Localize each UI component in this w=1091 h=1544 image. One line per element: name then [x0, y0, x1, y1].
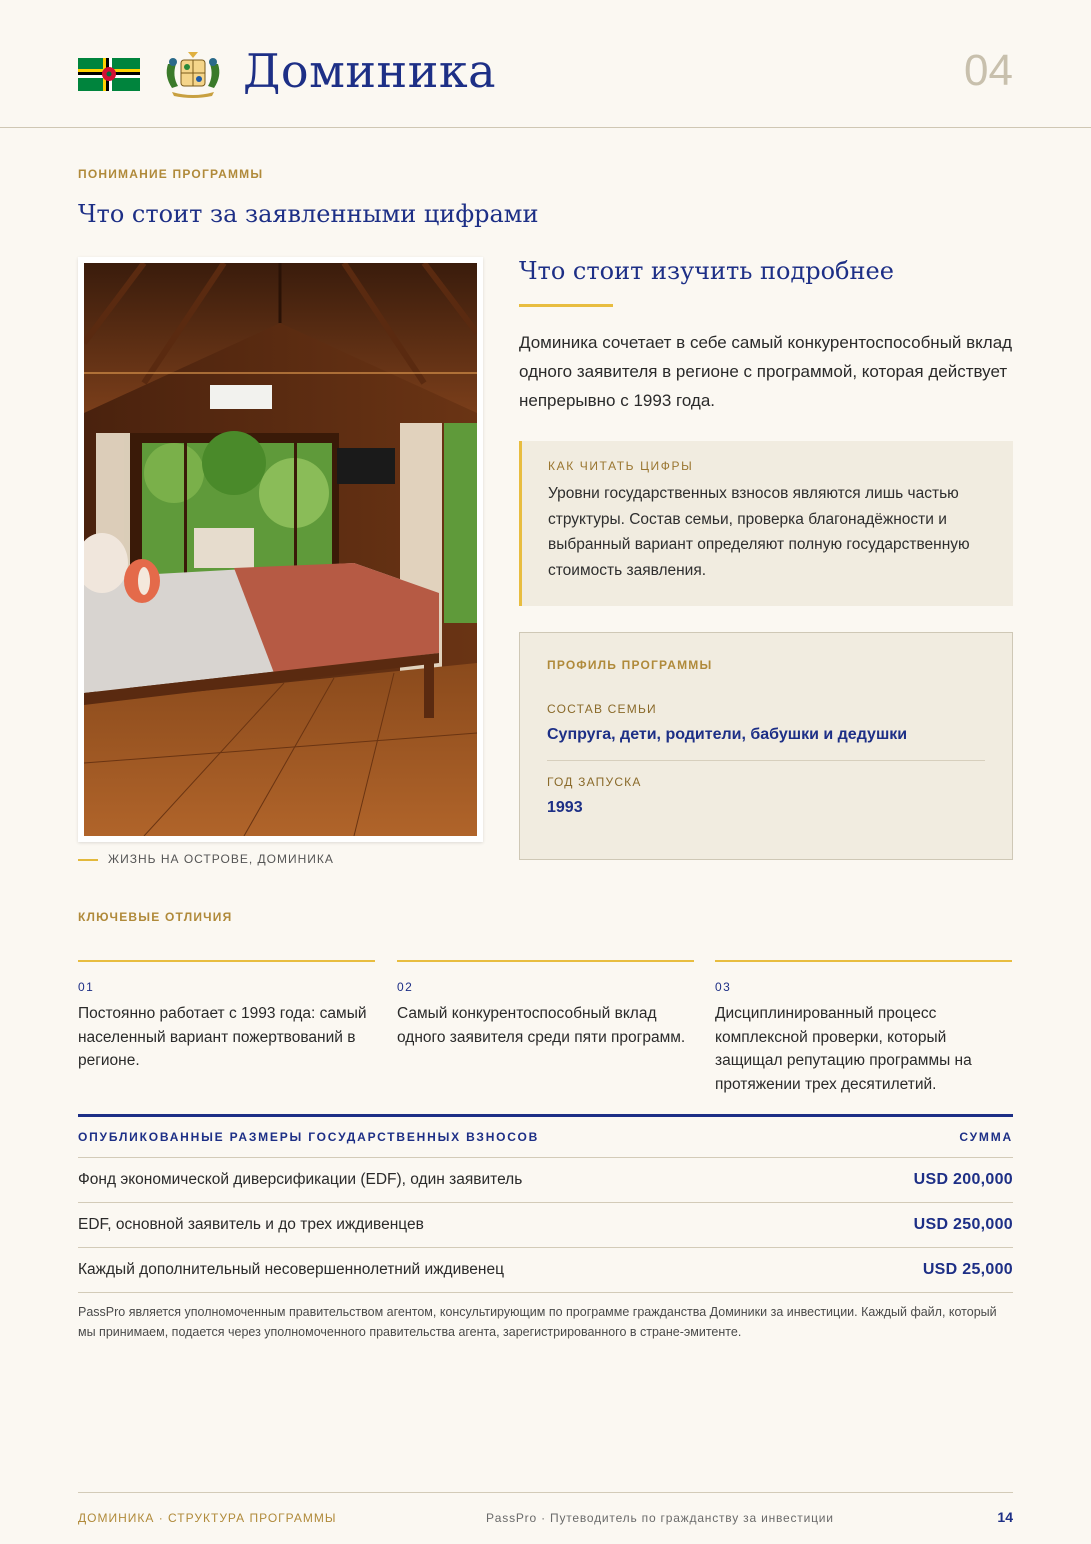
dominica-flag-icon [78, 58, 140, 91]
photo-caption [78, 852, 334, 866]
detail-title-rule [519, 304, 613, 307]
key-difference-item [78, 960, 375, 1073]
table-header [78, 1117, 1013, 1158]
disclaimer-text: PassPro является уполномоченным правительством агентом, консультирующим по программе гражданства Доминики за инвестиции. Каждый файл, который мы принимаем, подается через уполномоченного правительства агента, зарегистрированного в стране-эмитенте. [78, 1305, 997, 1339]
table-row-amount: USD 200,000 [913, 1171, 1013, 1188]
table-row-amount: USD 250,000 [913, 1216, 1013, 1233]
bedroom-photo-frame [78, 257, 483, 842]
profile-label: ПРОФИЛЬ ПРОГРАММЫ [547, 658, 713, 672]
family-value: Супруга, дети, родители, бабушки и дедушки [547, 726, 908, 743]
reading-note-callout [519, 441, 1013, 606]
profile-divider [547, 760, 985, 761]
photo-caption-text: ЖИЗНЬ НА ОСТРОВЕ, ДОМИНИКА [108, 852, 334, 866]
key-difference-number: 03 [715, 980, 732, 994]
year-value: 1993 [547, 799, 583, 816]
table-row-label: EDF, основной заявитель и до трех иждивенцев [78, 1216, 424, 1233]
detail-paragraph: Доминика сочетает в себе самый конкурентоспособный вклад одного заявителя в регионе с программой, которая действует непрерывно с 1993 года. [519, 333, 1013, 410]
note-text: Уровни государственных взносов являются лишь частью структуры. Состав семьи, проверка благонадёжности и выбранный вариант определяют полную государственную стоимость заявления. [548, 485, 970, 579]
key-difference-text: Самый конкурентоспособный вклад одного заявителя среди пяти программ. [397, 1005, 686, 1046]
family-key: СОСТАВ СЕМЬИ [547, 702, 657, 716]
footer-publication: PassPro · Путеводитель по гражданству за инвестиции [486, 1511, 834, 1525]
table-row-label: Фонд экономической диверсификации (EDF), один заявитель [78, 1171, 523, 1188]
table-header-right: СУММА [959, 1130, 1013, 1144]
detail-title: Что стоит изучить подробнее [519, 257, 894, 285]
note-label: КАК ЧИТАТЬ ЦИФРЫ [548, 459, 694, 473]
page-header [0, 0, 1091, 128]
caption-dash [78, 859, 98, 861]
section-eyebrow: ПОНИМАНИЕ ПРОГРАММЫ [78, 167, 264, 181]
table-row [78, 1158, 1013, 1203]
contributions-table [78, 1114, 1013, 1293]
key-difference-number: 02 [397, 980, 414, 994]
key-difference-item [397, 960, 694, 1049]
key-difference-text: Дисциплинированный процесс комплексной проверки, который защищал репутацию программы на протяжении трех десятилетий. [715, 1005, 972, 1093]
footer-section-title: ДОМИНИКА · СТРУКТУРА ПРОГРАММЫ [78, 1511, 337, 1525]
table-row [78, 1248, 1013, 1293]
year-key: ГОД ЗАПУСКА [547, 775, 642, 789]
bedroom-photo [84, 263, 477, 836]
table-row-label: Каждый дополнительный несовершеннолетний иждивенец [78, 1261, 504, 1278]
key-differences-label: КЛЮЧЕВЫЕ ОТЛИЧИЯ [78, 910, 233, 924]
section-title: Что стоит за заявленными цифрами [78, 200, 539, 228]
page-title: Доминика [243, 44, 497, 98]
table-row [78, 1203, 1013, 1248]
key-difference-number: 01 [78, 980, 95, 994]
section-number: 04 [964, 46, 1013, 95]
page-footer [78, 1492, 1013, 1543]
key-difference-item [715, 960, 1012, 1096]
coat-of-arms-icon [162, 50, 224, 98]
key-difference-text: Постоянно работает с 1993 года: самый населенный вариант пожертвований в регионе. [78, 1005, 367, 1069]
table-header-left: ОПУБЛИКОВАННЫЕ РАЗМЕРЫ ГОСУДАРСТВЕННЫХ ВЗНОСОВ [78, 1130, 540, 1144]
table-row-amount: USD 25,000 [922, 1261, 1013, 1278]
footer-page-number: 14 [997, 1509, 1013, 1525]
program-profile-card [519, 632, 1013, 860]
